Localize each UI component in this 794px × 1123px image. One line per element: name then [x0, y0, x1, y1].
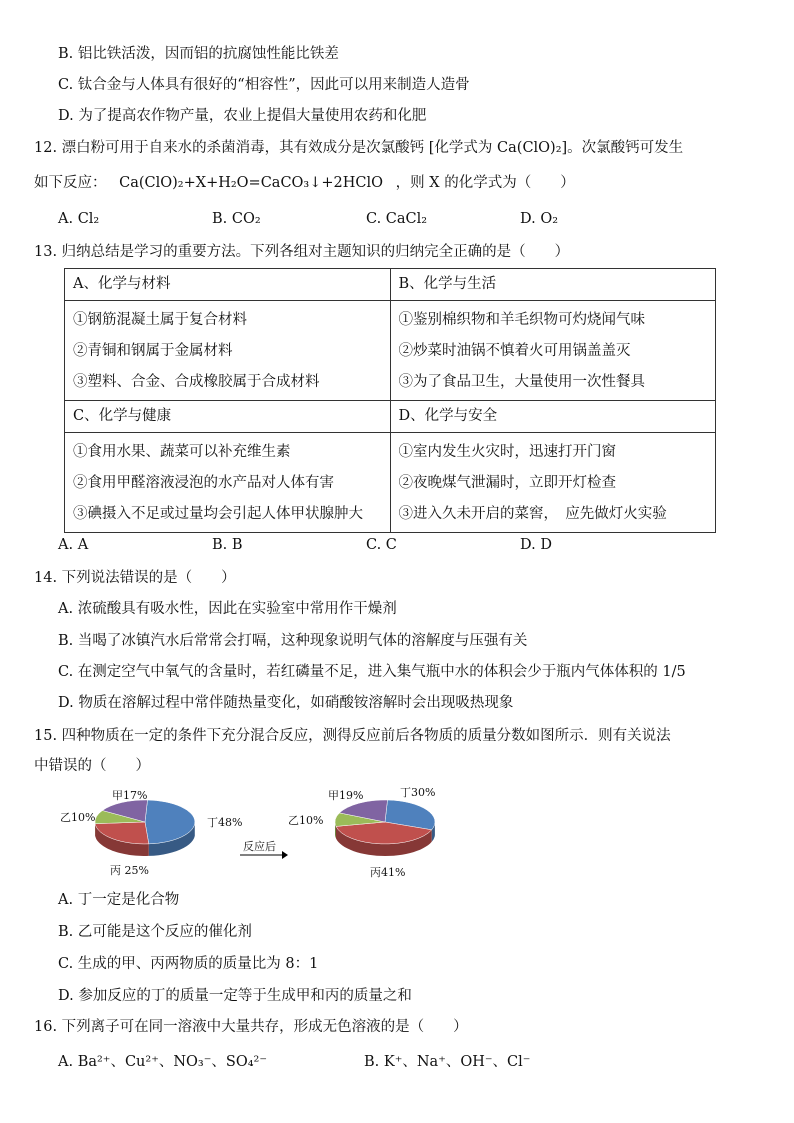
q13-cell-b-items [390, 301, 716, 401]
q16-option-b: B. K⁺、Na⁺、OH⁻、Cl⁻ [364, 1054, 531, 1070]
q13-cell-b-title: B、化学与生活 [390, 269, 716, 301]
q13-choices [58, 537, 552, 553]
q13-b-item-3: ③为了食品卫生，大量使用一次性餐具 [398, 374, 645, 390]
q13-cell-c-title: C、化学与健康 [65, 401, 391, 433]
q13-d-item-3: ③进入久未开启的菜窖， 应先做灯火实验 [398, 506, 667, 522]
q15-stem-line2: 中错误的（ ） [34, 758, 150, 774]
pie-after-label-ding: 丁30% [400, 786, 436, 799]
pie-before-label-bing: 丙 25% [110, 864, 149, 877]
q13-a-item-2: ②青铜和钢属于金属材料 [73, 343, 233, 359]
q13-b-item-1: ①鉴别棉织物和羊毛织物可灼烧闻气味 [398, 312, 645, 328]
q13-c-item-2: ②食用甲醛溶液浸泡的水产品对人体有害 [73, 475, 334, 491]
q14-option-c: C. 在测定空气中氧气的含量时，若红磷量不足，进入集气瓶中水的体积会少于瓶内气体体积的 1/5 [58, 664, 686, 680]
q13-a-item-1: ①钢筋混凝土属于复合材料 [73, 312, 247, 328]
q13-choice-c: C. C [366, 537, 397, 553]
pie-before-label-jia: 甲17% [112, 789, 148, 802]
q12-stem-suffix: ，则 X 的化学式为（ ） [395, 175, 575, 191]
q12-choice-d: D. O₂ [520, 211, 559, 227]
pie-after-label-bing: 丙41% [370, 866, 406, 879]
pie-before-label-ding: 丁48% [207, 816, 243, 829]
q14-stem: 14. 下列说法错误的是（ ） [34, 570, 236, 586]
q15-option-c: C. 生成的甲、丙两物质的质量比为 8：1 [58, 956, 319, 972]
q13-choice-b: B. B [212, 537, 243, 553]
q13-choice-d: D. D [520, 537, 552, 553]
q14-option-d: D. 物质在溶解过程中常伴随热量变化，如硝酸铵溶解时会出现吸热现象 [58, 695, 514, 711]
pie-after-label-yi: 乙10% [288, 814, 324, 827]
q15-option-d: D. 参加反应的丁的质量一定等于生成甲和丙的质量之和 [58, 988, 412, 1004]
q13-a-item-3: ③塑料、合金、合成橡胶属于合成材料 [73, 374, 320, 390]
q14-option-b: B. 当喝了冰镇汽水后常常会打嗝，这种现象说明气体的溶解度与压强有关 [58, 633, 528, 649]
q12-stem: 12. 漂白粉可用于自来水的杀菌消毒，其有效成分是次氯酸钙 [化学式为 Ca(ClO)₂]。次氯酸钙可发生 [34, 140, 684, 156]
q11-option-c: C. 钛合金与人体具有很好的“相容性”，因此可以用来制造人造骨 [58, 77, 470, 93]
q15-option-b: B. 乙可能是这个反应的催化剂 [58, 924, 252, 940]
q11-option-b: B. 铝比铁活泼，因而铝的抗腐蚀性能比铁差 [58, 46, 339, 62]
q12-stem-prefix: 如下反应： [34, 175, 107, 191]
q13-cell-d-title: D、化学与安全 [390, 401, 716, 433]
q15-option-a: A. 丁一定是化合物 [58, 892, 180, 908]
q12-stem-line2 [34, 173, 575, 193]
q13-cell-a-title: A、化学与材料 [65, 269, 391, 301]
q13-c-item-1: ①食用水果、蔬菜可以补充维生素 [73, 444, 291, 460]
q12-choices [58, 211, 558, 227]
q12-choice-c: C. CaCl₂ [366, 211, 428, 227]
pie-before-label-yi: 乙10% [60, 811, 96, 824]
q11-option-d: D. 为了提高农作物产量，农业上提倡大量使用农药和化肥 [58, 108, 427, 124]
q12-equation: Ca(ClO)₂+X+H₂O=CaCO₃↓+2HClO [119, 175, 384, 191]
q13-cell-a-items [65, 301, 391, 401]
q16-option-a: A. Ba²⁺、Cu²⁺、NO₃⁻、SO₄²⁻ [58, 1054, 267, 1070]
q13-d-item-1: ①室内发生火灾时，迅速打开门窗 [398, 444, 616, 460]
q15-stem: 15. 四种物质在一定的条件下充分混合反应，测得反应前后各物质的质量分数如图所示．则有关说法 [34, 728, 671, 744]
q13-cell-d-items [390, 433, 716, 533]
q13-cell-c-items [65, 433, 391, 533]
q13-stem: 13. 归纳总结是学习的重要方法。下列各组对主题知识的归纳完全正确的是（ ） [34, 244, 570, 260]
q13-choice-a: A. A [58, 537, 89, 553]
q12-choice-b: B. CO₂ [212, 211, 261, 227]
pie-after-label-jia: 甲19% [328, 789, 364, 802]
q14-option-a: A. 浓硫酸具有吸水性，因此在实验室中常用作干燥剂 [58, 601, 397, 617]
q12-choice-a: A. Cl₂ [58, 211, 100, 227]
q13-c-item-3: ③碘摄入不足或过量均会引起人体甲状腺肿大 [73, 506, 363, 522]
reaction-arrow-head [282, 851, 288, 859]
q13-summary-table [64, 268, 716, 533]
q15-arrow-label: 反应后 [243, 840, 276, 853]
q16-stem: 16. 下列离子可在同一溶液中大量共存，形成无色溶液的是（ ） [34, 1019, 468, 1035]
q13-d-item-2: ②夜晚煤气泄漏时，立即开灯检查 [398, 475, 616, 491]
q13-b-item-2: ②炒菜时油锅不慎着火可用锅盖盖灭 [398, 343, 631, 359]
